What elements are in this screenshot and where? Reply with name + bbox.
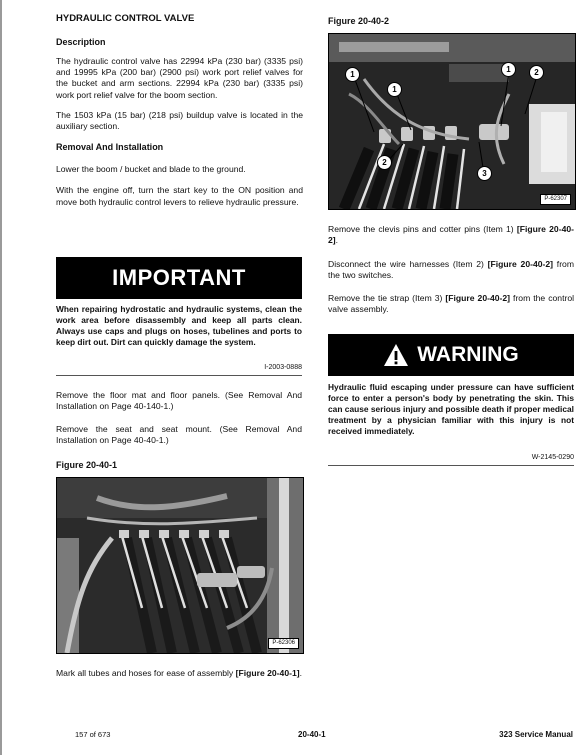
divider (56, 375, 302, 376)
clevis-paragraph (328, 224, 574, 246)
section-title: HYDRAULIC CONTROL VALVE (56, 13, 195, 24)
left-column (56, 12, 303, 208)
warning-banner (328, 334, 574, 376)
divider (328, 465, 574, 466)
warning-label: WARNING (417, 343, 519, 366)
important-banner: IMPORTANT (56, 257, 302, 299)
page-edge (0, 0, 2, 755)
callout-2-left: 2 (377, 155, 392, 170)
description-heading: Description (56, 37, 106, 47)
clevis-end: . (335, 235, 339, 246)
important-text: When repairing hydrostatic and hydraulic systems, clean the work area before disassembly and keep all parts clean. Always use caps and plugs on hoses, tubelines and ports to keep dirt out. Dirt can quickly damage the system. (56, 304, 302, 347)
callout-3: 3 (477, 166, 492, 181)
figure-2-tag: P-62307 (540, 194, 571, 205)
figure-1-photo (56, 477, 304, 654)
mark-end: . (299, 668, 302, 678)
removal-paragraph-2: With the engine off, turn the start key to the ON position and move both hydraulic control levers to relieve hydraulic pressure. (56, 185, 303, 207)
warning-triangle-icon (383, 343, 409, 367)
warning-code: W-2145-0290 (531, 454, 574, 461)
figure-1-label: Figure 20-40-1 (56, 460, 118, 470)
mark-paragraph (56, 668, 302, 679)
hydraulic-valve-photo (57, 478, 303, 653)
clevis-figure-ref[interactable]: [Figure 20-40-2] (328, 224, 574, 246)
hydraulic-lines-photo (329, 34, 575, 209)
warning-text: Hydraulic fluid escaping under pressure can have sufficient force to enter a person's body by penetrating the skin. This can cause serious injury and possible death if proper medical treatment by a physician familiar with this injury is not received immediately. (328, 382, 574, 436)
figure-2-label: Figure 20-40-2 (328, 16, 390, 26)
tie-figure-ref[interactable]: [Figure 20-40-2] (445, 293, 511, 303)
mark-figure-ref[interactable]: [Figure 20-40-1] (235, 668, 300, 678)
tie-text: Remove the tie strap (Item 3) (328, 293, 446, 303)
removal-paragraph-1: Lower the boom / bucket and blade to the ground. (56, 164, 246, 175)
wire-text: Disconnect the wire harnesses (Item 2) (328, 259, 488, 269)
page-count: 157 of 673 (75, 730, 111, 739)
callout-1-right: 1 (501, 62, 516, 77)
figure-2-photo (328, 33, 576, 210)
callout-2-right: 2 (529, 65, 544, 80)
clevis-text: Remove the clevis pins and cotter pins (Item 1) (328, 224, 517, 234)
manual-title: 323 Service Manual (499, 730, 573, 739)
figure-1-tag: P-62306 (268, 638, 299, 649)
removal-heading: Removal And Installation (56, 142, 164, 153)
wire-harness-paragraph (328, 259, 574, 281)
description-paragraph-2: The 1503 kPa (15 bar) (218 psi) buildup valve is located in the auxiliary section. (56, 109, 303, 132)
callout-1-middle: 1 (387, 82, 402, 97)
description-paragraph-1: The hydraulic control valve has 22994 kPa (230 bar) (3335 psi) and 19995 kPa (200 bar) (2900 psi) work port relief valves for the bucket and arm sections. 22994 kPa (230 bar) (3335 psi) work port relief valve for the boom section. (56, 56, 303, 100)
wire-end: from the two switches. (328, 259, 574, 281)
removal-paragraph-3: Remove the floor mat and floor panels. (See Removal And Installation on Page 40-140-1.) (56, 390, 302, 412)
tie-strap-paragraph (328, 293, 574, 315)
wire-figure-ref[interactable]: [Figure 20-40-2] (487, 259, 554, 269)
page-number: 20-40-1 (298, 730, 326, 739)
removal-paragraph-4: Remove the seat and seat mount. (See Removal And Installation on Page 40-40-1.) (56, 424, 302, 446)
tie-end: from the control valve assembly. (328, 293, 575, 315)
important-code: I-2003-0888 (264, 364, 302, 371)
callout-1-left: 1 (345, 67, 360, 82)
mark-text: Mark all tubes and hoses for ease of assembly (56, 668, 236, 678)
